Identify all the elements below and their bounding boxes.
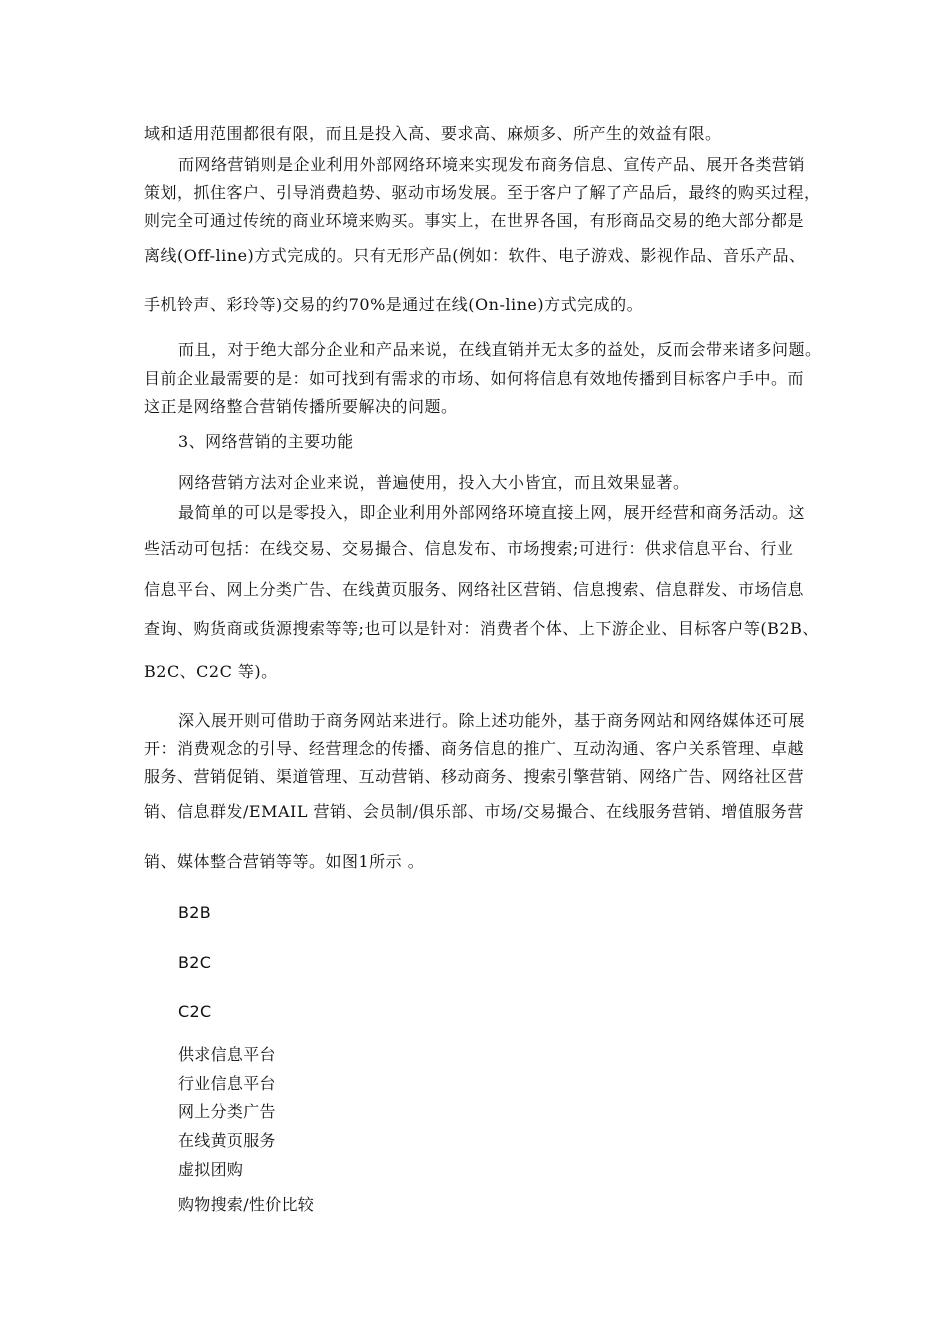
figure-item-virtual-group-buying: 虚拟团购 <box>178 1160 244 1179</box>
figure-item-c2c: C2C <box>178 1002 212 1021</box>
paragraph-2-line-1: 而网络营销则是企业利用外部网络环境来实现发布商务信息、宣传产品、展开各类营销 <box>178 155 806 174</box>
paragraph-2-line-5: 手机铃声、彩玲等)交易的约70%是通过在线(On-line)方式完成的。 <box>144 295 644 314</box>
section-heading: 3、网络营销的主要功能 <box>178 432 354 451</box>
paragraph-2-line-3: 则完全可通过传统的商业环境来购买。事实上，在世界各国，有形商品交易的绝大部分都是 <box>144 211 805 230</box>
paragraph-4-line-1: 网络营销方法对企业来说，普遍使用，投入大小皆宜，而且效果显著。 <box>178 473 690 492</box>
paragraph-3-line-1: 而且，对于绝大部分企业和产品来说，在线直销并无太多的益处，反而会带来诸多问题。 <box>178 340 822 359</box>
paragraph-6-line-3: 服务、营销促销、渠道管理、互动营销、移动商务、搜索引擎营销、网络广告、网络社区营 <box>144 767 805 786</box>
figure-item-shopping-search: 购物搜索/性价比较 <box>178 1195 315 1214</box>
paragraph-6-line-4: 销、信息群发/EMAIL 营销、会员制/俱乐部、市场/交易撮合、在线服务营销、增值服务营 <box>144 802 804 821</box>
paragraph-1-line-1: 域和适用范围都很有限，而且是投入高、要求高、麻烦多、所产生的效益有限。 <box>144 124 722 143</box>
paragraph-6-line-1: 深入展开则可借助于商务网站来进行。除上述功能外，基于商务网站和网络媒体还可展 <box>178 711 806 730</box>
paragraph-5-line-5: B2C、C2C 等)。 <box>144 662 278 681</box>
paragraph-6-line-5: 销、媒体整合营销等等。如图1所示 。 <box>144 852 425 871</box>
figure-item-b2b: B2B <box>178 903 212 922</box>
paragraph-5-line-1: 最简单的可以是零投入，即企业利用外部网络环境直接上网，展开经营和商务活动。这 <box>178 503 806 522</box>
paragraph-6-line-2: 开：消费观念的引导、经营理念的传播、商务信息的推广、互动沟通、客户关系管理、卓越 <box>144 739 805 758</box>
figure-item-online-yellow-pages: 在线黄页服务 <box>178 1131 276 1150</box>
figure-item-b2c: B2C <box>178 953 212 972</box>
paragraph-2-line-4: 离线(Off-line)方式完成的。只有无形产品(例如：软件、电子游戏、影视作品、音乐产品、 <box>144 246 806 265</box>
paragraph-5-line-3: 信息平台、网上分类广告、在线黄页服务、网络社区营销、信息搜索、信息群发、市场信息 <box>144 580 805 599</box>
paragraph-2-line-2: 策划，抓住客户、引导消费趋势、驱动市场发展。至于客户了解了产品后，最终的购买过程， <box>144 183 821 202</box>
paragraph-5-line-4: 查询、购货商或货源搜索等等;也可以是针对：消费者个体、上下游企业、目标客户等(B2B、 <box>144 619 819 638</box>
figure-item-supply-demand-platform: 供求信息平台 <box>178 1045 276 1064</box>
paragraph-5-line-2: 些活动可包括：在线交易、交易撮合、信息发布、市场搜索;可进行：供求信息平台、行业 <box>144 539 794 558</box>
figure-item-industry-info-platform: 行业信息平台 <box>178 1074 276 1093</box>
paragraph-3-line-2: 目前企业最需要的是：如可找到有需求的市场、如何将信息有效地传播到目标客户手中。而 <box>144 369 805 388</box>
paragraph-3-line-3: 这正是网络整合营销传播所要解决的问题。 <box>144 397 458 416</box>
figure-item-online-classified-ads: 网上分类广告 <box>178 1102 276 1121</box>
